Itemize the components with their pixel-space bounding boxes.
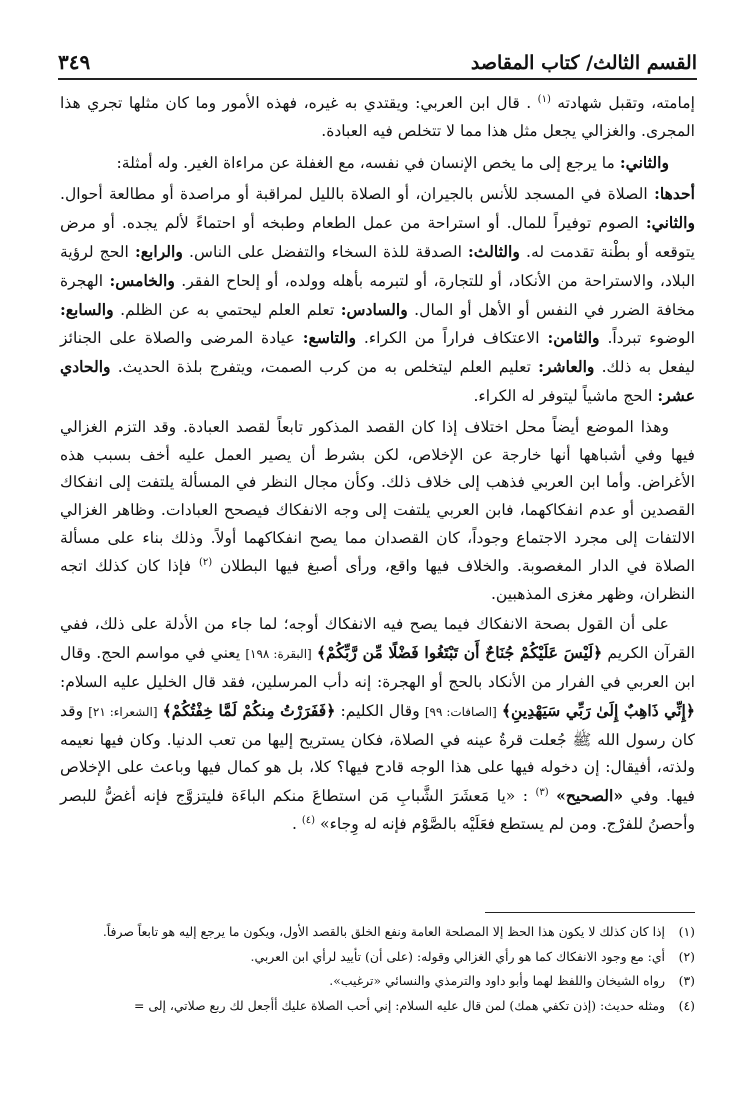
example-item: والثامن: الاعتكاف فراراً من الكراء. (363, 328, 600, 348)
source-title: «الصحيح» (556, 786, 624, 806)
example-item: والرابع: الحج لرؤية البلاد، والاستراحة من الأنكاد، أو للتجارة، أو لتبرمه بأهله وولده، أو إلحاح الفقر. (60, 241, 695, 290)
main-text (60, 90, 695, 842)
example-item: والسابع: الوضوء تبرداً. (60, 299, 695, 348)
footnote: (٤) ومثله حديث: (إذن تكفي همك) لمن قال عليه السلام: إني أحب الصلاة عليك أأجعل لك ربع صلاتي، إلى = (134, 997, 695, 1013)
paragraph-4: وهذا الموضع أيضاً محل اختلاف إذا كان القصد المذكور تابعاً لقصد العبادة. وقد التزم الغزالي فيها وفي أشباهها أنها خارجة عن الإخلاص، لكن بشرط أن يصير العمل عليه أخف بسبب هذه الأغراض. وأما ابن العربي فذهب إلى خلاف ذلك. وكأن مجال النظر في المسألة يلتفت إلى انفكاك القصدين أو عدم انفكاكهما، فابن العربي يلتفت إلى وجه الانفكاك فيصحح العبادات. وظاهر الغزالي الالتفات إلى مجرد الاجتماع وجوداً، كان القصدان مما يصح انفكاكهما أولاً. وذلك بناء على مسألة الصلاة في الدار المغصوبة. والخلاف فيها واقع، ورأى أصبغ فيها البطلان $^{(٢)}$ فإذا كان كذلك اتجه النظران، وظهر مغزى المذهبين. (60, 417, 695, 603)
verse-reference: [البقرة: ١٩٨] (245, 647, 312, 662)
paragraph-1: إمامته، وتقبل شهادته $^{(١)}$ . قال ابن العربي: ويقتدي به غيره، فهذه الأمور وما كان مثلها تجري هذا المجرى. والغزالي يجعل مثل هذا مما لا تتخلص فيه العبادة. (60, 93, 695, 140)
paragraph-5: على أن القول بصحة الانفكاك فيما يصح فيه الانفكاك أوجه؛ لما جاء من الأدلة على ذلك، ففي القرآن الكريم ﴿لَيْسَ عَلَيْكُمْ جُنَاحٌ أَن تَبْتَغُوا فَضْلًا مِّن رَّبِّكُمْ﴾ [البقرة: ١٩٨] يعني في مواسم الحج. وقال ابن العربي في الفرار من الأنكاد بالحج أو الهجرة: إنه دأب المرسلين، فقد قال الخليل عليه السلام: ﴿إِنِّي ذَاهِبٌ إِلَىٰ رَبِّي سَيَهْدِينِ﴾ [الصافات: ٩٩] وقال الكليم: ﴿فَفَرَرْتُ مِنكُمْ لَمَّا خِفْتُكُمْ﴾ [الشعراء: ٢١] وقد كان رسول الله ﷺ جُعلت قرةُ عينه في الصلاة، فكان يستريح إليها من تعب الدنيا. وكان فيها نعيمه ولذته، أفيقال: إن دخوله فيها على هذا الوجه قادح فيها؟ كلا، بل هو كمال فيها وباعث على الإخلاص فيها. وفي «الصحيح» $^{(٣)}$ : «يا مَعشَرَ الشَّبابِ مَن استطاعَ منكم الباءَة فليتزوَّج فإنه أغضُّ للبصر وأحصنُ للفرْج. ومن لم يستطع فعَلَيْه بالصَّوْم فإنه له وِجاء» $^{(٤)}$ . (60, 615, 695, 833)
quran-verse: ﴿فَفَرَرْتُ مِنكُمْ لَمَّا خِفْتُكُمْ﴾ (162, 700, 336, 720)
footnote-ref-3[interactable]: (٣) (535, 786, 549, 798)
verse-reference: [الشعراء: ٢١] (88, 704, 158, 719)
example-item: والثالث: الصدقة للذة السخاء والتفضل على الناس. (189, 241, 520, 261)
footnote: (١) إذا كان كذلك لا يكون هذا الحظ إلا المصلحة العامة ونفع الخلق بالقصد الأول، ويكون ما يرجع إليه هو تابعاً صرفاً. (102, 924, 695, 939)
footnotes (60, 922, 695, 1020)
example-item: والحادي عشر: الحج ماشياً ليتوفر له الكراء. (60, 357, 695, 405)
quran-verse: ﴿إِنِّي ذَاهِبٌ إِلَىٰ رَبِّي سَيَهْدِينِ﴾ (501, 700, 695, 720)
example-item: والتاسع: عيادة المرضى والصلاة على الجنائز ليفعل به ذلك. (60, 328, 695, 377)
footnote-ref-1[interactable]: (١) (537, 93, 551, 105)
example-item: والخامس: الهجرة مخافة الضرر في النفس أو الأهل أو المال. (60, 270, 695, 319)
footnote-ref-2[interactable]: (٢) (198, 556, 213, 568)
example-item: والعاشر: تعليم العلم ليتخلص به من كرب الصمت، ويتفرج بلذة الحديث. (117, 357, 595, 377)
verse-reference: [الصافات: ٩٩] (424, 704, 497, 719)
footnote: (٢) أي: مع وجود الانفكاك كما هو رأي الغزالي وقوله: (على أن) تأييد لرأي ابن العربي. (250, 948, 695, 964)
footnote-divider (485, 912, 695, 913)
page-header (58, 40, 697, 80)
paragraph-2: والثاني: ما يرجع إلى ما يخص الإنسان في نفسه، مع الغفلة عن مراءاة الغير. وله أمثلة: (116, 152, 669, 172)
section-label: والثاني: (619, 152, 669, 172)
example-item: أحدها: الصلاة في المسجد للأنس بالجيران، أو الصلاة بالليل لمراقبة أو مراصدة أو مطالعة أحوال. (60, 184, 695, 204)
running-title: القسم الثالث/ كتاب المقاصد (470, 52, 697, 74)
footnote-ref-4[interactable]: (٤) (301, 814, 316, 826)
example-item: والسادس: تعلم العلم ليحتمي به عن الظلم. (120, 299, 408, 319)
examples-list (60, 180, 695, 410)
page-number: ٣٤٩ (58, 50, 91, 74)
example-item: والثاني: الصوم توفيراً للمال. أو استراحة من عمل الطعام وطبخه أو احتماءً لألم يجده. أو مرض يتوقعه أو بطْنة تقدمت له. (60, 213, 695, 261)
quran-verse: ﴿لَيْسَ عَلَيْكُمْ جُنَاحٌ أَن تَبْتَغُوا فَضْلًا مِّن رَّبِّكُمْ﴾ (316, 643, 603, 663)
footnote: (٣) رواه الشيخان واللفظ لهما وأبو داود والترمذي والنسائي «ترغيب». (329, 973, 695, 988)
